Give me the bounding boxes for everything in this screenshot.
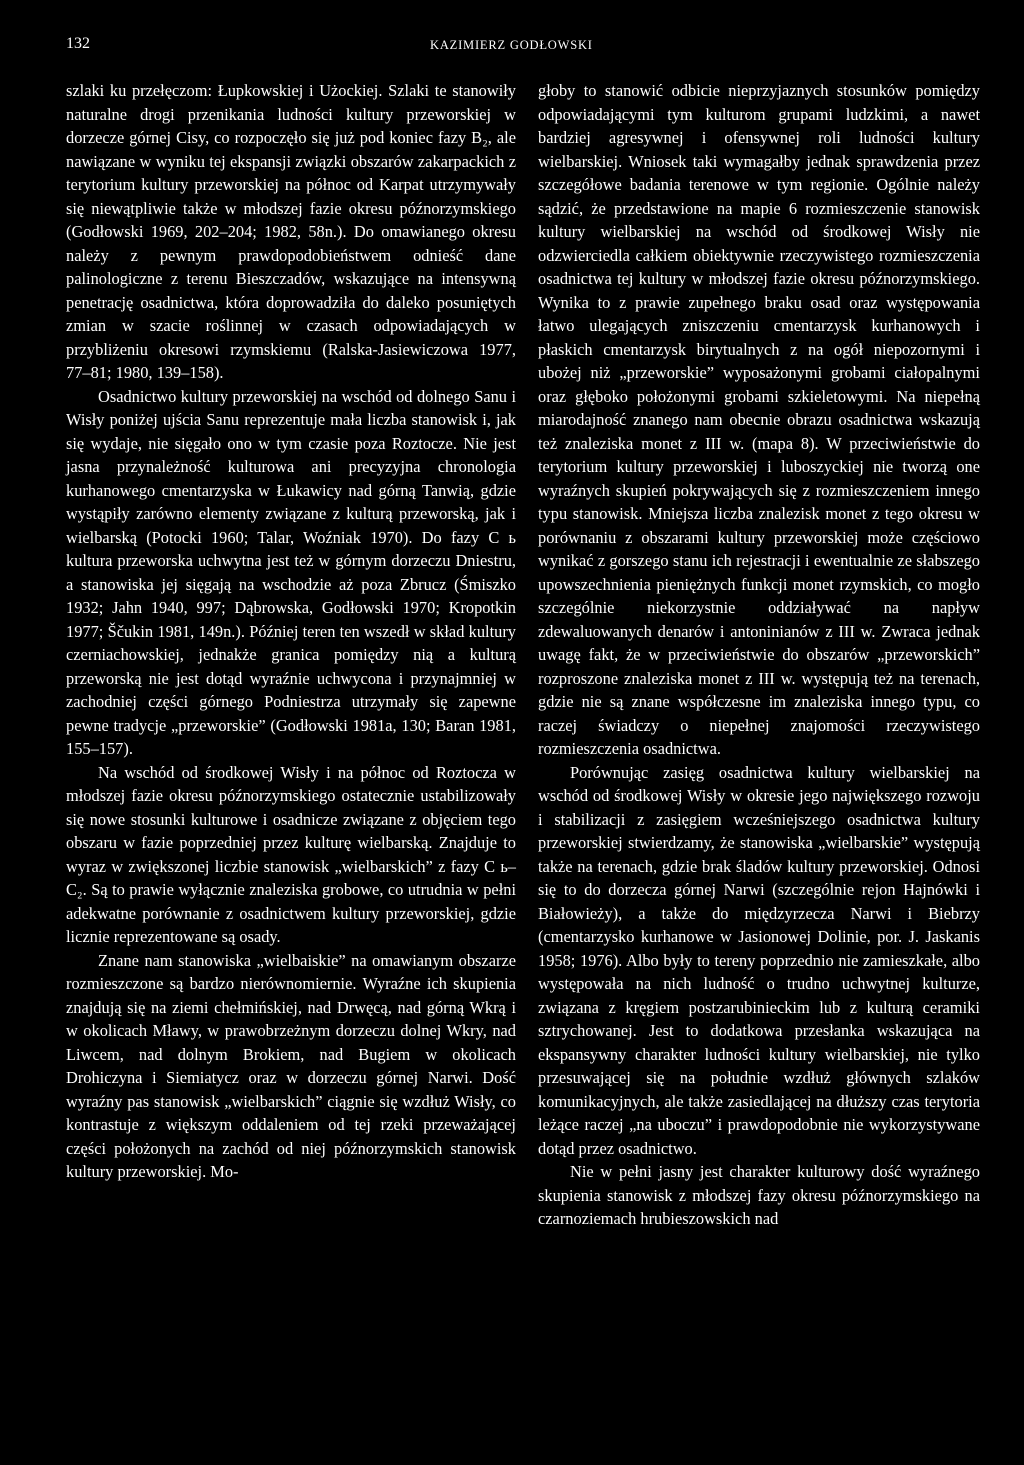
paragraph: Osadnictwo kultury przeworskiej na wschód od dolnego Sanu i Wisły poniżej ujścia Sanu reprezentuje mała liczba stanowisk i, jak się wydaje, nie sięgało ono w tym czasie poza Roztocze. Nie jest jasna przynależność kulturowa ani precyzyjna chronologia kurhanowego cmentarzyska w Łukawicy nad górną Tanwią, gdzie wystąpiły zarówno elementy związane z kulturą przeworską, jak i wielbarską (Potocki 1960; Talar, Woźniak 1970). Do fazy C ь kultura przeworska uchwytna jest też w górnym dorzeczu Dniestru, a stanowiska jej sięgają na wschodzie aż poza Zbrucz (Śmiszko 1932; Jahn 1940, 997; Dąbrowska, Godłowski 1970; Kropotkin 1977; Ščukin 1981, 149n.). Później teren ten wszedł w skład kultury czerniachowskiej, jednakże granica pomiędzy nią a kulturą przeworską nie jest dotąd wyraźnie uchwycona i przynajmniej w zachodniej części górnego Podniestrza utrzymały się zapewne pewne tradycje „przeworskie” (Godłowski 1981a, 130; Baran 1981, 155–157). xyxy=(66,386,516,758)
running-head: KAZIMIERZ GODŁOWSKI xyxy=(430,38,593,52)
paragraph: głoby to stanowić odbicie nieprzyjaznych stosunków pomiędzy odpowiadającymi tym kulturom grupami ludzkimi, a nawet bardziej agresywnej i ofensywnej roli ludności kultury wielbarskiej. Wniosek taki wymagałby jednak sprawdzenia przez szczegółowe badania terenowe w tym regionie. Ogólnie należy sądzić, że przedstawione na mapie 6 rozmieszczenie stanowisk kultury wielbarskiej na wschód od środkowej Wisły nie odzwierciedla całkiem obiektywnie rzeczywistego rozmieszczenia osadnictwa tej kultury w młodszej fazie okresu późnorzymskiego. Wynika to z prawie zupełnego braku osad oraz występowania łatwo ulegających zniszczeniu cmentarzysk kurhanowych i płaskich cmentarzysk birytualnych z na ogół niepozornymi i ubożej niż „przeworskie” wyposażonymi grobami ciałopalnymi oraz głęboko położonymi grobami szkieletowymi. Na niepełną miarodajność znanego nam obecnie obrazu osadnictwa wskazują też znaleziska monet z III w. (mapa 8). W przeciwieństwie do terytorium kultury przeworskiej i luboszyckiej nie tworzą one wyraźnych skupień pokrywających się z rozmieszczeniem innego typu stanowisk. Mniejsza liczba znalezisk monet z tego okresu w porównaniu z obszarami kultury przeworskiej może częściowo wynikać z gorszego stanu ich rejestracji i ewentualnie ze słabszego upowszechnienia pieniężnych funkcji monet rzymskich, co mogło szczególnie niekorzystnie oddziaływać na napływ zdewaluowanych denarów i antoninianów z III w. Zwraca jednak uwagę fakt, że w przeciwieństwie do obszarów „przeworskich” rozproszone znaleziska monet z III w. występują też na terenach, gdzie nie są znane współczesne im znaleziska innego typu, co raczej świadczy o niepełnej znajomości rzeczywistego rozmieszczenia osadnictwa. xyxy=(538,81,980,758)
paragraph: Nie w pełni jasny jest charakter kulturowy dość wyraźnego skupienia stanowisk z młodszej fazy okresu późnorzymskiego na czarnoziemach hrubieszowskich nad xyxy=(538,1162,980,1228)
left-column xyxy=(66,79,516,1184)
right-column xyxy=(538,79,980,1231)
paragraph: Na wschód od środkowej Wisły i na północ od Roztocza w młodszej fazie okresu późnorzymskiego ostatecznie ustabilizowały się nowe stosunki kulturowe i osadnicze związane z objęciem tego obszaru w fazie poprzedniej przez kulturę wielbarską. Znajduje to wyraz w zwiększonej liczbie stanowisk „wielbarskich” z fazy C ь–C₂. Są to prawie wyłącznie znaleziska grobowe, co utrudnia w pełni adekwatne porównanie z osadnictwem kultury przeworskiej, gdzie licznie reprezentowane są osady. xyxy=(66,762,516,946)
paragraph: szlaki ku przełęczom: Łupkowskiej i Użockiej. Szlaki te stanowiły naturalne drogi przenikania ludności kultury przeworskiej w dorzecze górnej Cisy, co rozpoczęło się już pod koniec fazy B₂, ale nawiązane w wyniku tej ekspansji związki obszarów zakarpackich z terytorium kultury przeworskiej na północ od Karpat utrzymywały się niewątpliwie także w młodszej fazie okresu późnorzymskiego (Godłowski 1969, 202–204; 1982, 58n.). Do omawianego okresu należy z pewnym prawdopodobieństwem odnieść dane palinologiczne z terenu Bieszczadów, wskazujące na intensywną penetrację osadnictwa, która doprowadziła do daleko posuniętych zmian w szacie roślinnej w czasach odpowiadających w przybliżeniu okresowi rzymskiemu (Ralska-Jasiewiczowa 1977, 77–81; 1980, 139–158). xyxy=(66,81,516,382)
page-number: 132 xyxy=(66,35,90,52)
paragraph: Porównując zasięg osadnictwa kultury wielbarskiej na wschód od środkowej Wisły w okresie jego największego rozwoju i stabilizacji z zasięgiem wcześniejszego osadnictwa kultury przeworskiej stwierdzamy, że stanowiska „wielbarskie” występują także na terenach, gdzie brak śladów kultury przeworskiej. Odnosi się to do dorzecza górnej Narwi (szczególnie rejon Hajnówki i Białowieży), a także do międzyrzecza Narwi i Biebrzy (cmentarzysko kurhanowe w Jasionowej Dolinie, por. J. Jaskanis 1958; 1976). Albo były to tereny poprzednio nie zamieszkałe, albo występowała na nich ludność o trudno uchwytnej kulturze, związana z kręgiem postzarubinieckim lub z kulturą ceramiki sztrychowanej. Jest to dodatkowa przesłanka wskazująca na ekspansywny charakter ludności kultury wielbarskiej, nie tylko przesuwającej się na południe wzdłuż głównych szlaków komunikacyjnych, ale także zasiedlającej na dłuższy czas terytoria leżące raczej „na uboczu” i prawdopodobnie nie wykorzystywane dotąd przez osadnictwo. xyxy=(538,762,980,1158)
paragraph: Znane nam stanowiska „wielbaiskie” na omawianym obszarze rozmieszczone są bardzo nierównomiernie. Wyraźne ich skupienia znajdują się na ziemi chełmińskiej, nad Drwęcą, nad górną Wkrą i w okolicach Mławy, w prawobrzeżnym dorzeczu dolnej Wkry, nad Liwcem, nad dolnym Brokiem, nad Bugiem w okolicach Drohiczyna i Siemiatycz oraz w dorzeczu górnej Narwi. Dość wyraźny pas stanowisk „wielbarskich” ciągnie się wzdłuż Wisły, co kontrastuje z większym oddaleniem od tej rzeki przeważającej części położonych na zachód od niej późnorzymskich stanowisk kultury przeworskiej. Mo- xyxy=(66,950,516,1181)
